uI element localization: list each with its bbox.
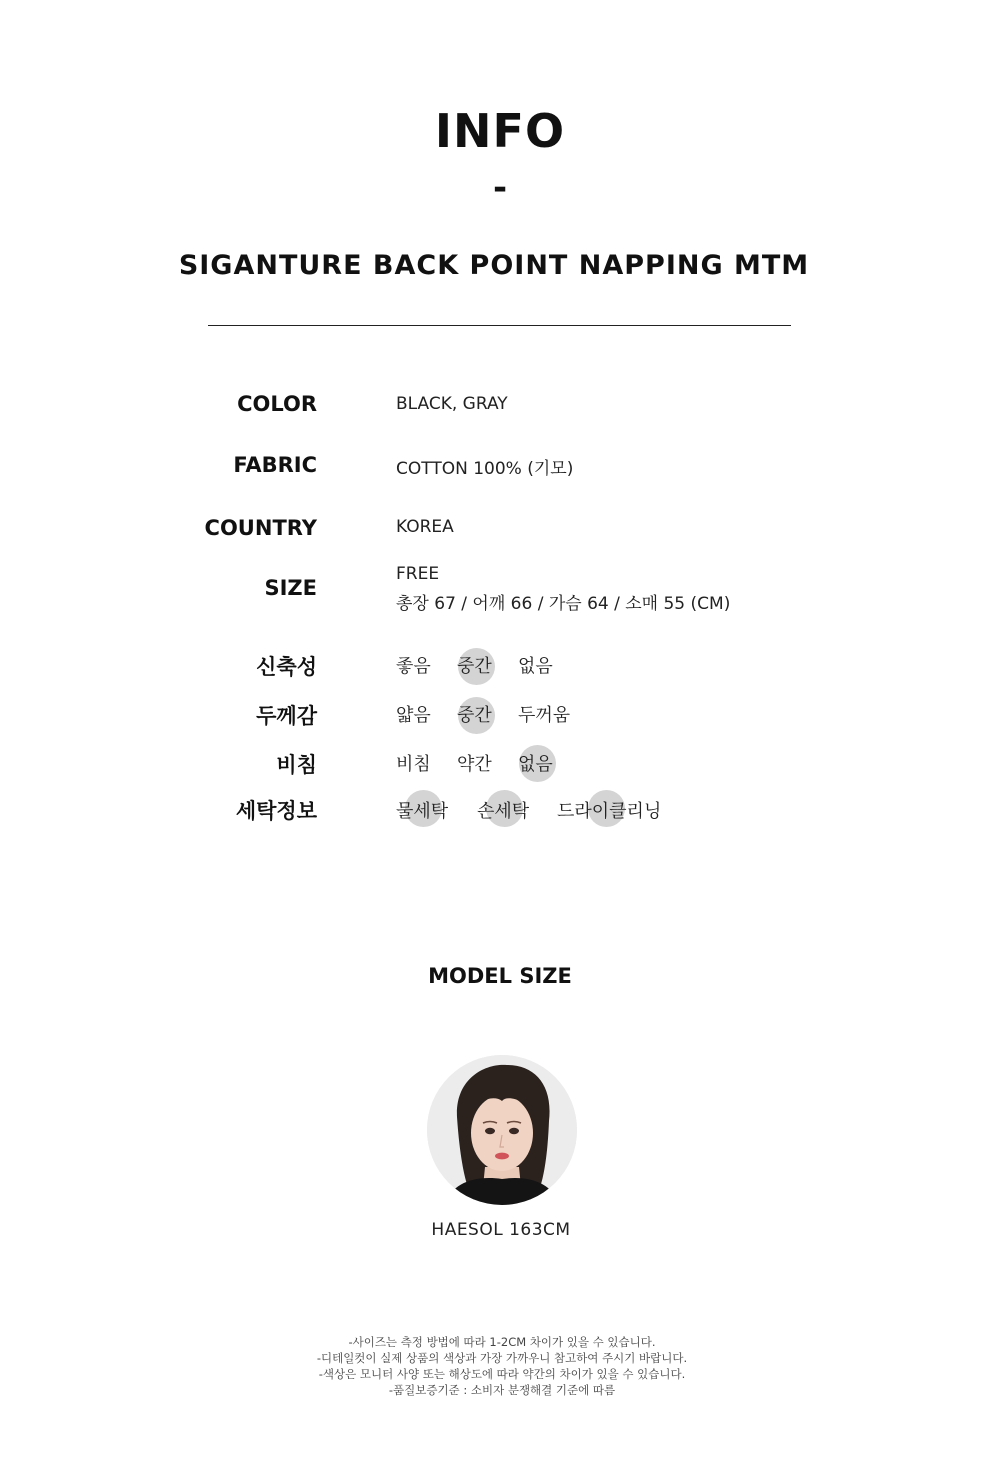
thickness-option: 두꺼움 (518, 705, 571, 726)
stretch-option: 없음 (518, 656, 553, 677)
washing-option: 드라이클리닝 (557, 801, 662, 822)
sheer-option: 비침 (396, 754, 431, 775)
stretch-option: 중간 (457, 656, 492, 677)
notes (0, 1334, 1000, 1398)
washing-label: 세탁정보 (235, 799, 317, 823)
sheer-label: 비침 (276, 753, 317, 777)
thickness-option: 얇음 (396, 705, 431, 726)
fabric-label: FABRIC (233, 453, 317, 477)
color-label: COLOR (237, 392, 317, 416)
thickness-option: 중간 (457, 705, 492, 726)
note-line: -색상은 모니터 사양 또는 해상도에 따라 약간의 차이가 있을 수 있습니다. (318, 1367, 686, 1381)
stretch-label: 신축성 (256, 655, 317, 679)
size-label: SIZE (264, 576, 317, 600)
note-line: -품질보증기준 : 소비자 분쟁해결 기준에 따름 (388, 1383, 616, 1397)
model-size-title: MODEL SIZE (428, 964, 572, 988)
size-value-free: FREE (396, 564, 440, 584)
model-name: HAESOL 163CM (431, 1220, 571, 1240)
washing-option: 손세탁 (477, 801, 530, 822)
model-avatar (427, 1055, 577, 1205)
fabric-value: COTTON 100% (기모) (396, 459, 574, 479)
product-name: SIGANTURE BACK POINT NAPPING MTM (178, 250, 810, 281)
divider (208, 325, 791, 326)
note-line: -디테일컷이 실제 상품의 색상과 가장 가까우니 참고하여 주시기 바랍니다. (316, 1351, 688, 1365)
page-title: INFO (434, 104, 566, 158)
country-value: KOREA (396, 517, 454, 537)
color-value: BLACK, GRAY (396, 394, 508, 414)
note-line: -사이즈는 측정 방법에 따라 1-2CM 차이가 있을 수 있습니다. (348, 1335, 656, 1349)
title-dash: - (492, 168, 508, 208)
stretch-option: 좋음 (396, 656, 431, 677)
country-label: COUNTRY (204, 516, 317, 540)
size-value-measurements: 총장 67 / 어깨 66 / 가슴 64 / 소매 55 (CM) (396, 594, 731, 614)
sheer-option: 약간 (457, 754, 492, 775)
sheer-option: 없음 (518, 754, 553, 775)
thickness-label: 두께감 (256, 704, 317, 728)
washing-option: 물세탁 (396, 801, 449, 822)
